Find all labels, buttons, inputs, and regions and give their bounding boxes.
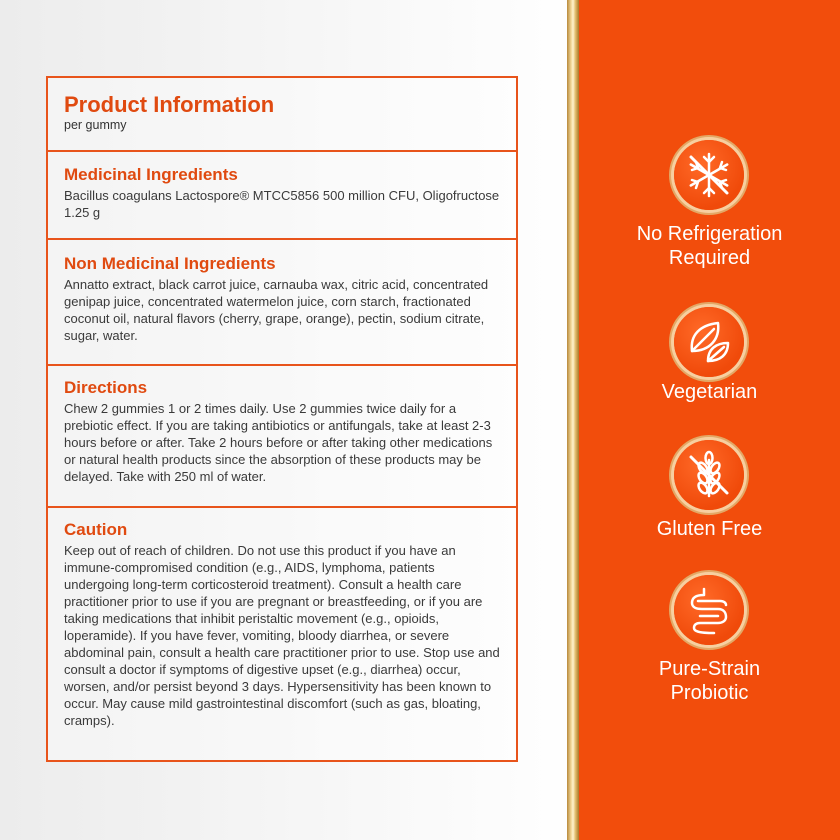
features-panel — [579, 0, 840, 840]
medicinal-ingredients-body: Bacillus coagulans Lactospore® MTCC5856 500 million CFU, Oligofructose 1.25 g — [64, 188, 500, 220]
intestine-icon — [674, 575, 744, 645]
feature-label-line: Vegetarian — [661, 381, 758, 403]
feature-label-vegetarian — [579, 380, 840, 404]
non-medicinal-ingredients-section — [48, 238, 516, 366]
directions-body: Chew 2 gummies 1 or 2 times daily. Use 2 gummies twice daily for a prebiotic effect. If you are taking antibiotics or antifungals, take at least 2-3 hours before or after. Take 2 hours before or after taking other medications or natural health products since the absorption of these products may be delayed. Take with 250 ml of water. — [64, 401, 493, 484]
feature-label-line: Pure-Strain — [658, 658, 761, 680]
product-information-box — [46, 76, 518, 762]
medicinal-ingredients-section — [48, 150, 516, 240]
caution-body: Keep out of reach of children. Do not use this product if you have an immune-compromised condition (e.g., AIDS, lymphoma, patients undergoing long-term corticosteroid treatment). Consult a health care practitioner prior to use if you are pregnant or breastfeeding, or if you are taking medications that inhibit peristaltic movement (e.g., opioids, loperamide). If you have fever, vomiting, bloody diarrhea, or severe abdominal pain, consult a health care practitioner prior to use. Stop use and consult a doctor if symptoms of digestive upset (e.g., diarrhea) occur, worsen, and/or persist beyond 3 days. Hypersensitivity has been known to occur. May cause mild gastrointestinal discomfort (such as gas, bloating, cramps). — [64, 543, 500, 728]
directions-title: Directions — [64, 378, 148, 397]
feature-label-line: Probiotic — [670, 682, 749, 704]
product-info-subtitle: per gummy — [64, 118, 127, 132]
caution-section — [48, 506, 516, 760]
feature-label-line: No Refrigeration — [636, 223, 783, 245]
product-info-header — [48, 78, 516, 152]
directions-section — [48, 364, 516, 508]
product-info-title: Product Information — [64, 92, 275, 117]
leaves-icon — [674, 307, 744, 377]
feature-label-line: Gluten Free — [656, 518, 763, 540]
feature-label-no-refrigeration — [579, 222, 840, 270]
non-medicinal-ingredients-body: Annatto extract, black carrot juice, carnauba wax, citric acid, concentrated genipap juice, concentrated watermelon juice, corn starch, fractionated coconut oil, natural flavors (cherry, grape, orange), pectin, sodium citrate, sugar, water. — [64, 277, 489, 343]
no-snowflake-icon — [674, 140, 744, 210]
feature-label-pure-strain — [579, 657, 840, 705]
no-wheat-icon — [674, 440, 744, 510]
caution-title: Caution — [64, 520, 128, 539]
non-medicinal-ingredients-title: Non Medicinal Ingredients — [64, 254, 276, 273]
feature-label-gluten-free — [579, 517, 840, 541]
gold-divider — [567, 0, 579, 840]
feature-label-line: Required — [668, 247, 751, 269]
medicinal-ingredients-title: Medicinal Ingredients — [64, 165, 238, 184]
